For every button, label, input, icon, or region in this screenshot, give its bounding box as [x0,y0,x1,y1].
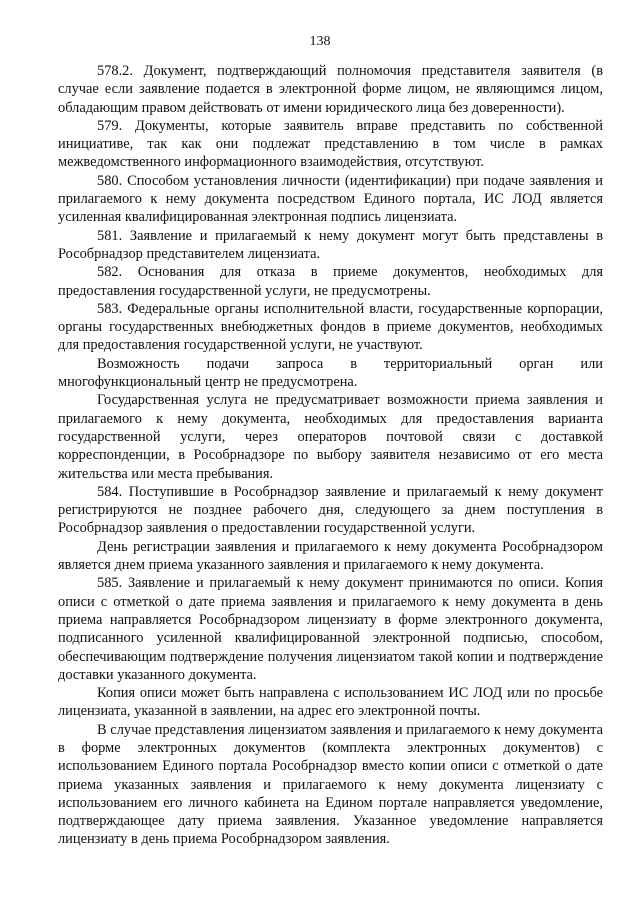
paragraph-579: 579. Документы, которые заявитель вправе представить по собственной инициативе, так как они подлежат представлению в том числе в рамках межведомственного информационного взаимодействия, отсутствуют. [58,117,603,171]
paragraph-578-2: 578.2. Документ, подтверждающий полномочия представителя заявителя (в случае если заявление подается в электронной форме лицом, не являющимся лицом, обладающим правом действовать от имени юридического лица без доверенности). [58,63,603,116]
paragraph-584: 584. Поступившие в Рособрнадзор заявление и прилагаемый к нему документ регистрируются не позднее рабочего дня, следующего за днем поступления в Рособрнадзор заявления о предоставлении государственной услуги. [58,483,603,537]
paragraph-electronic-notification: В случае представления лицензиатом заявления и прилагаемого к нему документа в форме электронных документов (комплекта электронных документов) с использованием Единого портала Рособрнадзор вместо копии описи с отметкой о дате приема указанных заявления и прилагаемого к нему документа лицензиату с использованием его личного кабинета на Едином портале направляется уведомление, подтверждающее дату приема заявления. Указанное уведомление направляется лицензиату в день приема Рособрнадзором заявления. [58,721,603,848]
paragraph-580: 580. Способом установления личности (идентификации) при подаче заявления и прилагаемого к нему документа посредством Единого портала, ИС ЛОД является усиленная квалифицированная электронная подпись лицензиата. [58,172,603,226]
paragraph-581: 581. Заявление и прилагаемый к нему документ могут быть представлены в Рособрнадзор представителем лицензиата. [58,227,603,262]
page-number: 138 [309,34,331,49]
paragraph-registration-day: День регистрации заявления и прилагаемого к нему документа Рособрнадзором является днем приема указанного заявления и прилагаемого к нему документа. [58,538,603,574]
paragraph-585: 585. Заявление и прилагаемый к нему документ принимаются по описи. Копия описи с отметкой о дате приема заявления и прилагаемого к нему документа в день приема направляется Рособрнадзором лицензиату в форме электронного документа, подписанного усиленной квалифицированной электронной подписью, способом, обеспечивающим подтверждение получения лицензиатом такой копии и подтверждение доставки указанного документа. [58,575,603,683]
paragraph-postal-submission: Государственная услуга не предусматривает возможности приема заявления и прилагаемого к нему документа, необходимых для предоставления варианта государственной услуги, через операторов почтовой связи с доставкой корреспонденции, в Рособрнадзоре по выбору заявителя независимо от его места жительства или места пребывания. [58,392,603,482]
paragraph-copy-of-inventory: Копия описи может быть направлена с использованием ИС ЛОД или по просьбе лицензиата, указанной в заявлении, на адрес его электронной почты. [58,685,603,720]
document-body [58,62,603,849]
paragraph-territorial-organ: Возможность подачи запроса в территориальный орган или многофункциональный центр не предусмотрена. [58,355,603,391]
paragraph-583: 583. Федеральные органы исполнительной власти, государственные корпорации, органы государственных внебюджетных фондов в приеме документов, необходимых для предоставления государственной услуги, не участвуют. [58,300,603,354]
paragraph-582: 582. Основания для отказа в приеме документов, необходимых для предоставления государственной услуги, не предусмотрены. [58,264,603,299]
